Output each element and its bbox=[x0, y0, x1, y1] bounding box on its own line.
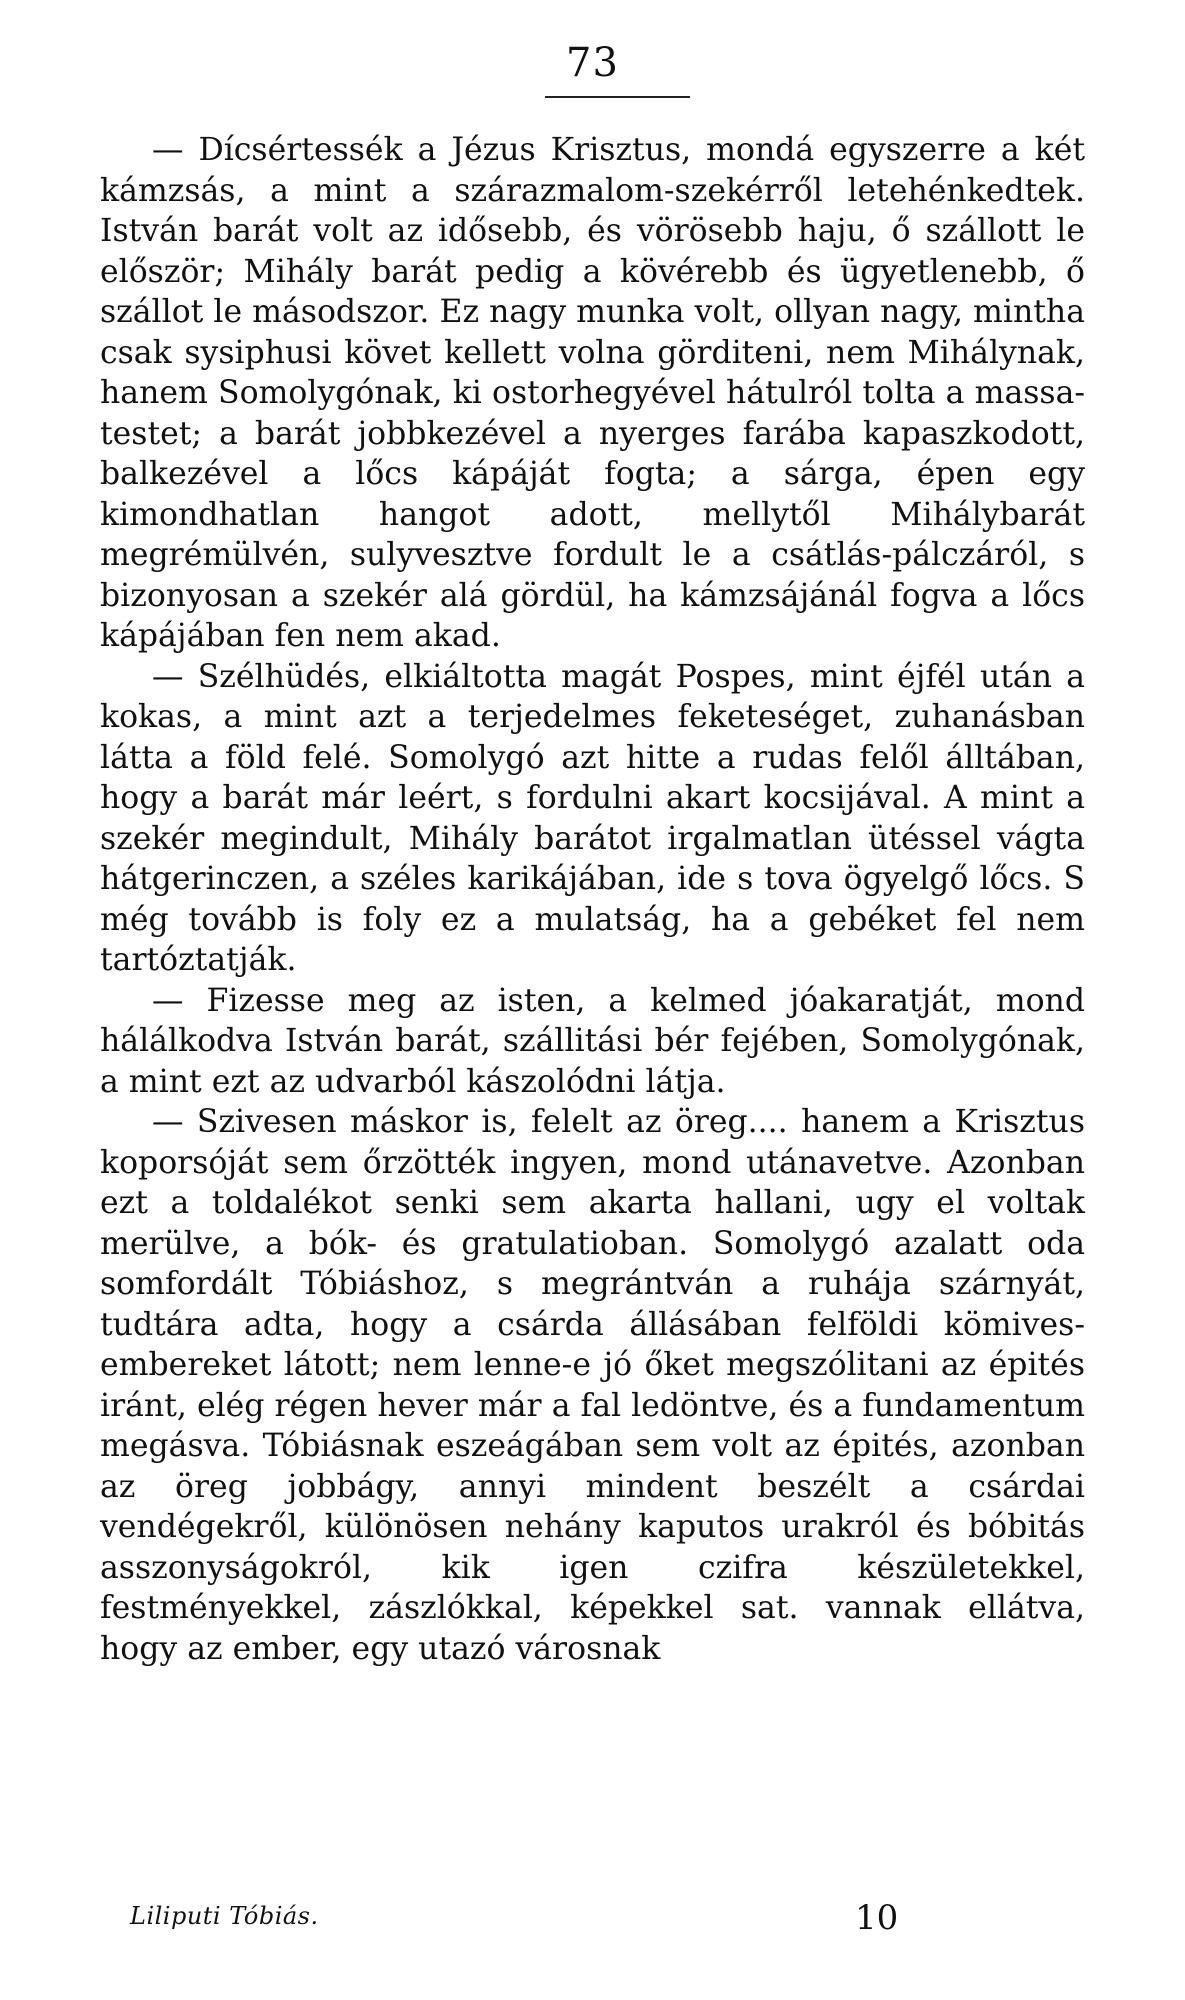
paragraph: — Szivesen máskor is, felelt az öreg.... hanem a Krisztus koporsóját sem őrzötték ingyen, mond utánavetve. Azonban ezt a toldalékot senki sem akarta hallani, ugy el voltak merülve, a bók- és gratulatioban. Somolygó azalatt oda somfordált Tóbiáshoz, s megrántván a ruhája szárnyát, tudtára adta, hogy a csárda állásában felföldi kömives-embereket látott; nem lenne-e jó őket megszólitani az épités iránt, elég régen hever már a fal ledöntve, és a fundamentum megásva. Tóbiásnak eszeágában sem volt az épités, azonban az öreg jobbágy, annyi mindent beszélt a csárdai vendégekről, különösen nehány kaputos urakról és bóbitás asszonyságokról, kik igen czifra készületekkel, festményekkel, zászlókkal, képekkel sat. vannak ellátva, hogy az ember, egy utazó városnak bbox=[100, 1104, 1085, 1667]
paragraph: — Szélhüdés, elkiáltotta magát Pospes, mint éjfél után a kokas, a mint azt a terjedelmes feketeséget, zuhanásban látta a föld felé. Somolygó azt hitte a rudas felől álltában, hogy a barát már leért, s fordulni akart kocsijával. A mint a szekér megindult, Mihály barátot irgalmatlan ütéssel vágta hátgerinczen, a széles karikájában, ide s tova ögyelgő lőcs. S még tovább is foly ez a mulatság, ha a gebéket fel nem tartóztatják. bbox=[100, 658, 1085, 978]
paragraph: — Dícsértessék a Jézus Krisztus, mondá egyszerre a két kámzsás, a mint a szárazmalom-szekérről letehénkedtek. István barát volt az idősebb, és vörösebb haju, ő szállott le először; Mihály barát pedig a kövérebb és ügyetlenebb, ő szállot le másodszor. Ez nagy munka volt, ollyan nagy, mintha csak sysiphusi követ kellett volna görditeni, nem Mihálynak, hanem Somolygónak, ki ostorhegyével hátulról tolta a massa-testet; a barát jobbkezével a nyerges farába kapaszkodott, balkezével a lőcs kápáját fogta; a sárga, épen egy kimondhatlan hangot adott, mellytől Mihálybarát megrémülvén, sulyvesztve fordult le a csátlás-pálczáról, s bizonyosan a szekér alá gördül, ha kámzsájánál fogva a lőcs kápájában fen nem akad. bbox=[100, 132, 1085, 654]
footer-book-title: Liliputi Tóbiás. bbox=[130, 1902, 319, 1930]
body-text bbox=[100, 130, 1085, 1669]
paragraph: — Fizesse meg az isten, a kelmed jóakaratját, mond hálálkodva István barát, szállitási bér fejében, Somolygónak, a mint ezt az udvarból kászolódni látja. bbox=[100, 982, 1085, 1100]
page-footer bbox=[130, 1898, 899, 1948]
header-rule bbox=[545, 96, 690, 98]
signature-mark: 10 bbox=[855, 1898, 899, 1938]
page-number: 73 bbox=[566, 40, 619, 86]
